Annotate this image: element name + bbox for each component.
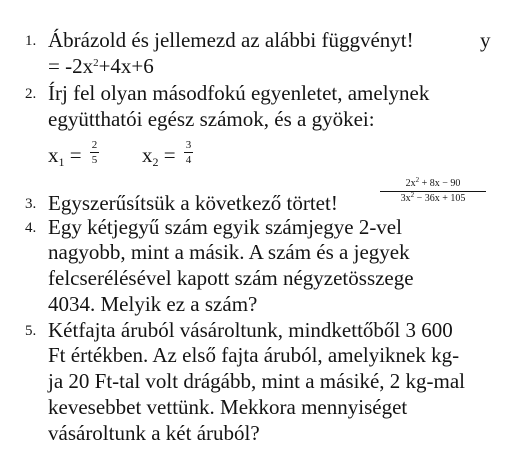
- item-5-text-line-2: Ft értékben. Az első fajta áruból, amelyiknek kg-: [48, 343, 460, 367]
- item-4-text-line-2: nagyobb, mint a másik. A szám és a jegyek: [48, 240, 410, 264]
- item-2-text-line-2: együtthatói egész számok, és a gyökei:: [48, 107, 375, 131]
- item-4-text-line-3: felcserélésével kapott szám négyzetösszege: [48, 266, 414, 290]
- item-1-number: 1.: [25, 33, 37, 49]
- root-x2-denominator: 4: [185, 154, 192, 166]
- root-x1-label: $x_1$ =: [48, 143, 82, 169]
- root-x1-denominator: 5: [91, 154, 98, 166]
- item-3-fraction: [380, 178, 486, 205]
- root-x2-fraction: [184, 139, 193, 166]
- root-x2-label: $x_2$ =: [142, 143, 176, 169]
- item-3-denominator: $3x^2 - 36x + 105$: [400, 191, 466, 204]
- fraction-bar: [184, 152, 193, 153]
- item-5-text-line-5: vásároltunk a két áruból?: [48, 421, 260, 445]
- item-3-text: Egyszerűsítsük a következő törtet!: [48, 191, 338, 215]
- item-4-text-line-4: 4034. Melyik ez a szám?: [48, 292, 258, 316]
- root-x2-numerator: 3: [185, 139, 192, 151]
- root-x1-numerator: 2: [91, 139, 98, 151]
- item-5-text-line-1: Kétfajta áruból vásároltunk, mindkettőből 3 600: [48, 318, 453, 342]
- item-1-function-y: y: [480, 28, 491, 52]
- item-1-text: Ábrázold és jellemezd az alábbi függvényt!: [48, 28, 414, 52]
- item-5-number: 5.: [25, 323, 37, 339]
- item-2-text-line-1: Írj fel olyan másodfokú egyenletet, amelynek: [48, 81, 430, 105]
- item-3-numerator: $2x^2 + 8x - 90$: [405, 176, 461, 189]
- item-1-equation: = $-2x^2+4x+6$: [48, 54, 154, 78]
- item-3-number: 3.: [25, 196, 37, 212]
- fraction-bar: [380, 191, 486, 192]
- root-x1-fraction: [90, 139, 99, 166]
- item-5-text-line-3: ja 20 Ft-tal volt drágább, mint a másiké, 2 kg-mal: [48, 369, 465, 393]
- fraction-bar: [90, 152, 99, 153]
- item-5-text-line-4: kevesebbet vettünk. Mekkora mennyiséget: [48, 395, 408, 419]
- item-4-number: 4.: [25, 220, 37, 236]
- item-4-text-line-1: Egy kétjegyű szám egyik számjegye 2-vel: [48, 215, 402, 239]
- item-2-number: 2.: [25, 86, 37, 102]
